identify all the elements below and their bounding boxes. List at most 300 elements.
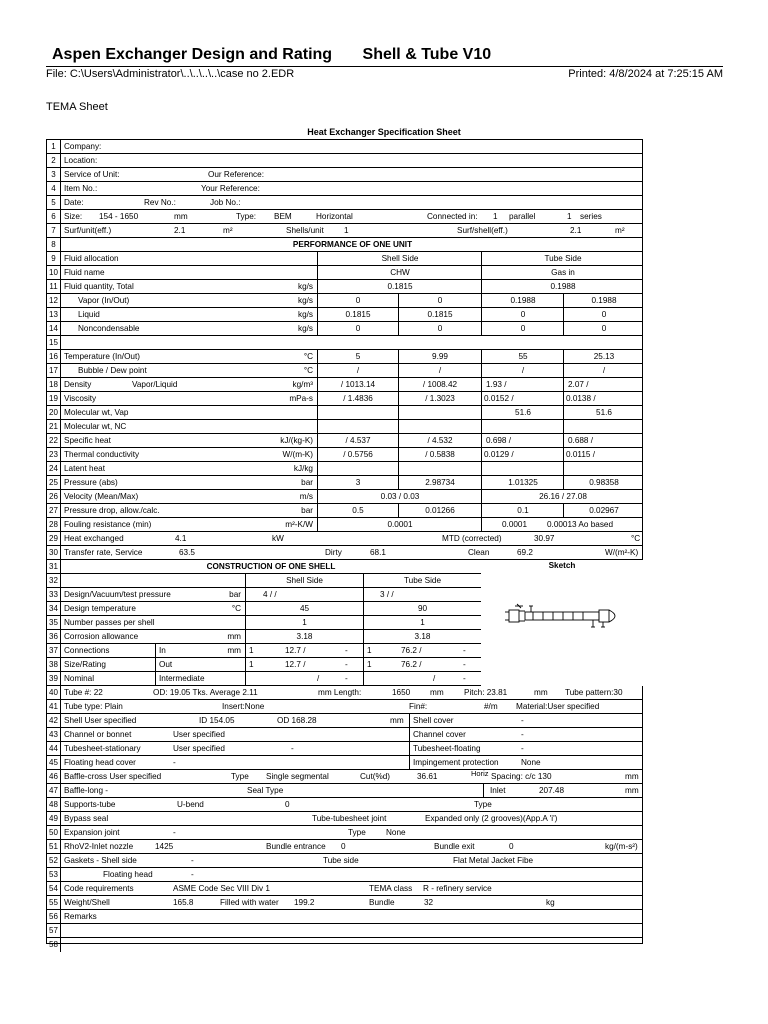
row-31: 31 CONSTRUCTION OF ONE SHELL (47, 560, 642, 574)
floating-head-value: - (191, 870, 194, 879)
row-44: 44 Tubesheet-stationary User specified - Tubesheet-floating - (47, 742, 642, 756)
module-title: Shell & Tube V10 (362, 46, 492, 63)
tube-rating: - (463, 660, 466, 669)
row-9: 9 Fluid allocation Shell Side Tube Side (47, 252, 642, 266)
tube-in: 1.01325 (508, 478, 538, 487)
fin-unit: #/m (484, 702, 498, 711)
unit: °C (231, 604, 241, 613)
shell-value: 45 (299, 604, 310, 613)
nominal-label: Nominal (64, 674, 95, 683)
row-17: 17 Bubble / Dew point °C / / / / (47, 364, 642, 378)
unit: bar (301, 506, 313, 515)
tube-type: Tube type: Plain (64, 702, 123, 711)
velocity-label: Velocity (Mean/Max) (64, 492, 139, 501)
tubesheet-stationary-extra: - (291, 744, 294, 753)
thermal-conductivity-label: Thermal conductivity (64, 450, 140, 459)
connections-label: Connections (64, 646, 110, 655)
row-12: 12 Vapor (In/Out) kg/s 0 0 0.1988 0.1988 (47, 294, 642, 308)
molecular-wt-nc-label: Molecular wt, NC (64, 422, 127, 431)
shell-size: 12.7 / (285, 660, 306, 669)
rhov2-label: RhoV2-Inlet nozzle (64, 842, 134, 851)
row-46: 46 Baffle-cross User specified Type Single segmental Cut(%d) 36.61 Horiz Spacing: c/c 130 mm (47, 770, 642, 784)
tube-out: 0.0138 / (566, 394, 596, 403)
tubesheet-stationary-label: Tubesheet-stationary (64, 744, 141, 753)
shell-out: 0 (437, 296, 443, 305)
shell-in: / 1013.14 (340, 380, 376, 389)
row-10: 10 Fluid name CHW Gas in (47, 266, 642, 280)
bundle-exit-label: Bundle exit (434, 842, 475, 851)
row-51: 51 RhoV2-Inlet nozzle 1425 Bundle entrance 0 Bundle exit 0 kg/(m-s²) (47, 840, 642, 854)
fluid-name-label: Fluid name (64, 268, 105, 277)
row-14: 14 Noncondensable kg/s 0 0 0 0 (47, 322, 642, 336)
transfer-rate-service: 63.5 (179, 548, 195, 557)
row-4: 4 Item No.: Your Reference: (47, 182, 642, 196)
unit: kg/s (297, 282, 313, 291)
sketch-panel (481, 560, 643, 686)
tube-count: 1 (367, 660, 372, 669)
rhov2-unit: kg/(m-s²) (605, 842, 638, 851)
series-count: 1 (567, 212, 572, 221)
shell-out: / 1.3023 (425, 394, 455, 403)
unit: m²-K/W (285, 520, 313, 529)
row-39: 39 Nominal Intermediate / - / - (47, 672, 642, 686)
unit: kg/s (297, 296, 313, 305)
mtd-value: 30.97 (534, 534, 555, 543)
impingement-value: None (521, 758, 541, 767)
unit: mm (227, 632, 241, 641)
tube-in: 0.698 / (486, 436, 512, 445)
tube-out: 0.98358 (589, 478, 619, 487)
spec-sheet-table (46, 139, 643, 949)
rev-no-label: Rev No.: (144, 198, 176, 207)
fouling-resistance-label: Fouling resistance (min) (64, 520, 152, 529)
shell-id: ID 154.05 (199, 716, 235, 725)
exchanger-sketch-icon (503, 602, 625, 630)
support-type-label: Type (474, 800, 492, 809)
shell-value: 0.0001 (387, 520, 413, 529)
shell-value: 1 (302, 618, 307, 627)
connection-intermediate-label: Intermediate (159, 674, 205, 683)
row-52: 52 Gaskets - Shell side - Tube side Flat Metal Jacket Fibe (47, 854, 642, 868)
row-32: 32 Shell Side Tube Side (47, 574, 642, 588)
channel-bonnet-label: Channel or bonnet (64, 730, 132, 739)
shell-out: 9.99 (432, 352, 448, 361)
shell-label: Shell User specified (64, 716, 137, 725)
tube-out: 0.1988 (591, 296, 617, 305)
tube-value: 26.16 / 27.08 (539, 492, 587, 501)
row-1: 1 Company: (47, 140, 642, 154)
molecular-wt-vap-label: Molecular wt, Vap (64, 408, 129, 417)
shell-in: 5 (355, 352, 361, 361)
type-value: BEM (274, 212, 292, 221)
surf-unit-label: Surf/unit(eff.) (64, 226, 112, 235)
row-38: 38 Size/Rating Out 1 12.7 / - 1 76.2 / - (47, 658, 642, 672)
transfer-rate-label: Transfer rate, Service (64, 548, 143, 557)
row-47: 47 Baffle-long - Seal Type Inlet 207.48 mm (47, 784, 642, 798)
connection-in-label: In (159, 646, 166, 655)
shell-fluid-name: CHW (390, 268, 410, 277)
shell-in: 0.1815 (345, 310, 371, 319)
report-title (52, 46, 491, 64)
mtd-unit: °C (631, 534, 641, 543)
shells-unit-label: Shells/unit (286, 226, 324, 235)
row-37: 37 Connections In mm 1 12.7 / - 1 76.2 / - (47, 644, 642, 658)
tube-out: 0 (601, 310, 607, 319)
tube-length-value: 1650 (392, 688, 411, 697)
size-rating-label: Size/Rating (64, 660, 106, 669)
bypass-seal-label: Bypass seal (64, 814, 109, 823)
baffle-type-label: Type (231, 772, 249, 781)
rhov2-value: 1425 (155, 842, 174, 851)
supports-tube-label: Supports-tube (64, 800, 116, 809)
weight-unit: kg (546, 898, 555, 907)
passes-label: Number passes per shell (64, 618, 155, 627)
shell-out: / (438, 366, 442, 375)
shell-out: / 1008.42 (422, 380, 458, 389)
row-55: 55 Weight/Shell 165.8 Filled with water 199.2 Bundle 32 kg (47, 896, 642, 910)
expansion-type-label: Type (348, 828, 366, 837)
row-13: 13 Liquid kg/s 0.1815 0.1815 0 0 (47, 308, 642, 322)
heat-exchanged-label: Heat exchanged (64, 534, 124, 543)
row-23: 23 Thermal conductivity W/(m-K) / 0.5756 / 0.5838 0.0129 / 0.0115 / (47, 448, 642, 462)
shell-unit: mm (390, 716, 404, 725)
unit: kJ/(kg-K) (280, 436, 313, 445)
tube-side-header: Tube Side (403, 576, 442, 585)
sheet-label: TEMA Sheet (46, 101, 108, 113)
tube-tubesheet-joint-label: Tube-tubesheet joint (312, 814, 387, 823)
unit: W/(m-K) (282, 450, 313, 459)
specific-heat-label: Specific heat (64, 436, 111, 445)
row-19: 19 Viscosity mPa-s / 1.4836 / 1.3023 0.0152 / 0.0138 / (47, 392, 642, 406)
shell-side-header: Shell Side (286, 576, 323, 585)
tube-value: 0.1988 (550, 282, 576, 291)
tube-value: 90 (417, 604, 428, 613)
baffle-long-label: Baffle-long - (64, 786, 108, 795)
series-label: series (580, 212, 602, 221)
tube-rating: - (463, 674, 466, 683)
row-5: 5 Date: Rev No.: Job No.: (47, 196, 642, 210)
unit: kg/s (297, 310, 313, 319)
row-2: 2 Location: (47, 154, 642, 168)
type-label: Type: (236, 212, 257, 221)
floating-head-cover-label: Floating head cover (64, 758, 136, 767)
shell-count: 1 (249, 646, 254, 655)
tubesheet-stationary-value: User specified (173, 744, 225, 753)
tube-in: 55 (518, 352, 528, 361)
performance-heading: PERFORMANCE OF ONE UNIT (292, 240, 413, 249)
fluid-allocation-label: Fluid allocation (64, 254, 119, 263)
tema-class-label: TEMA class (369, 884, 413, 893)
shell-out: 2.98734 (425, 478, 455, 487)
item-no-label: Item No.: (64, 184, 98, 193)
parallel-label: parallel (509, 212, 536, 221)
tube-value: 3 / / (380, 590, 394, 599)
shell-in: / 4.537 (345, 436, 371, 445)
job-no-label: Job No.: (210, 198, 241, 207)
tube-count: 1 (367, 646, 372, 655)
row-20: 20 Molecular wt, Vap 51.6 51.6 (47, 406, 642, 420)
heat-exchanged-unit: kW (272, 534, 284, 543)
pressure-label: Pressure (abs) (64, 478, 118, 487)
shell-value: 0.03 / 0.03 (380, 492, 420, 501)
row-3: 3 Service of Unit: Our Reference: (47, 168, 642, 182)
surf-unit-unit: m² (223, 226, 233, 235)
row-54: 54 Code requirements ASME Code Sec VIII Div 1 TEMA class R - refinery service (47, 882, 642, 896)
heat-exchanged-value: 4.1 (175, 534, 187, 543)
parallel-count: 1 (493, 212, 498, 221)
u-bend-value: 0 (285, 800, 290, 809)
tube-side-header: Tube Side (544, 254, 582, 263)
tube-in: 1.93 / (486, 380, 507, 389)
tubesheet-floating-label: Tubesheet-floating (413, 744, 481, 753)
tube-out: 0.0115 / (566, 450, 595, 459)
tube-tubesheet-joint-value: Expanded only (2 grooves)(App.A 'i') (425, 814, 558, 823)
row-27: 27 Pressure drop, allow./calc. bar 0.5 0.01266 0.1 0.02967 (47, 504, 642, 518)
unit: kJ/kg (293, 464, 313, 473)
sheet-title: Heat Exchanger Specification Sheet (307, 127, 461, 137)
impingement-label: Impingement protection (413, 758, 499, 767)
row-50: 50 Expansion joint - Type None (47, 826, 642, 840)
tube-rating: - (463, 646, 466, 655)
shell-count: 1 (249, 660, 254, 669)
latent-heat-label: Latent heat (64, 464, 105, 473)
construction-heading: CONSTRUCTION OF ONE SHELL (206, 562, 336, 571)
tube-out: 2.07 / (568, 380, 589, 389)
unit: bar (301, 478, 313, 487)
shell-value: 3.18 (296, 632, 313, 641)
row-8: 8 PERFORMANCE OF ONE UNIT (47, 238, 642, 252)
date-label: Date: (64, 198, 84, 207)
row-48: 48 Supports-tube U-bend 0 Type (47, 798, 642, 812)
shell-rating: - (345, 674, 348, 683)
surf-shell-value: 2.1 (570, 226, 582, 235)
temperature-label: Temperature (In/Out) (64, 352, 140, 361)
inlet-value: 207.48 (539, 786, 565, 795)
noncondensable-label: Noncondensable (78, 324, 140, 333)
shell-size: 12.7 / (285, 646, 306, 655)
shell-cover-label: Shell cover (413, 716, 454, 725)
shell-in: / 1.4836 (343, 394, 373, 403)
floating-head-cover-value: - (173, 758, 176, 767)
company-label: Company: (64, 142, 102, 151)
row-24: 24 Latent heat kJ/kg (47, 462, 642, 476)
channel-cover-label: Channel cover (413, 730, 466, 739)
fin-label: Fin#: (409, 702, 428, 711)
design-pressure-label: Design/Vacuum/test pressure (64, 590, 171, 599)
code-requirements-label: Code requirements (64, 884, 134, 893)
tube-pattern: Tube pattern:30 (565, 688, 623, 697)
tube-in: 0.0129 / (484, 450, 514, 459)
tube-out: 0.688 / (568, 436, 594, 445)
shell-in: 0 (355, 324, 361, 333)
bundle-exit-value: 0 (509, 842, 514, 851)
row-40: 40 Tube #: 22 OD: 19.05 Tks. Average 2.11 mm Length: 1650 mm Pitch: 23.81 mm Tube pattern:30 (47, 686, 642, 700)
unit: °C (303, 366, 313, 375)
size-value: 154 - 1650 (99, 212, 139, 221)
shells-unit-value: 1 (344, 226, 349, 235)
bubble-dew-label: Bubble / Dew point (78, 366, 147, 375)
floating-head-label: Floating head (103, 870, 153, 879)
tube-size: 76.2 / (401, 660, 422, 669)
tube-value: 3.18 (414, 632, 431, 641)
expansion-joint-value: - (173, 828, 176, 837)
mtd-label: MTD (corrected) (442, 534, 502, 543)
remarks-label: Remarks (64, 912, 97, 921)
sketch-label: Sketch (548, 561, 576, 570)
row-58: 58 (47, 938, 642, 944)
shell-allow: 0.5 (352, 506, 364, 515)
baffle-spacing: Spacing: c/c 130 (491, 772, 552, 781)
surf-shell-label: Surf/shell(eff.) (457, 226, 508, 235)
corrosion-allowance-label: Corrosion allowance (64, 632, 139, 641)
unit: mm (227, 646, 241, 655)
row-18: 18 Density Vapor/Liquid kg/m³ / 1013.14 / 1008.42 1.93 / 2.07 / (47, 378, 642, 392)
tube-material: Material:User specified (516, 702, 600, 711)
tube-size: 76.2 / (401, 646, 422, 655)
row-57: 57 (47, 924, 642, 938)
row-7: 7 Surf/unit(eff.) 2.1 m² Shells/unit 1 Surf/shell(eff.) 2.1 m² (47, 224, 642, 238)
vapor-liquid-label: Vapor/Liquid (132, 380, 178, 389)
row-35: 35 Number passes per shell 1 1 (47, 616, 642, 630)
app-title: Aspen Exchanger Design and Rating (52, 46, 333, 63)
your-reference-label: Your Reference: (201, 184, 260, 193)
gaskets-shell-label: Gaskets - Shell side (64, 856, 137, 865)
bundle-weight-value: 32 (424, 898, 434, 907)
row-22: 22 Specific heat kJ/(kg-K) / 4.537 / 4.532 0.698 / 0.688 / (47, 434, 642, 448)
clean-label: Clean (468, 548, 490, 557)
row-33: 33 Design/Vacuum/test pressure bar 4 / / 3 / / (47, 588, 642, 602)
shell-od: OD 168.28 (277, 716, 317, 725)
tube-fluid-name: Gas in (551, 268, 575, 277)
tube-in: 0 (520, 324, 526, 333)
tube-pitch-unit: mm (534, 688, 548, 697)
row-6: 6 Size: 154 - 1650 mm Type: BEM Horizontal Connected in: 1 parallel 1 series (47, 210, 642, 224)
tube-value: 1 (420, 618, 425, 627)
expansion-type-value: None (386, 828, 406, 837)
tube-pitch: Pitch: 23.81 (464, 688, 508, 697)
row-11: 11 Fluid quantity, Total kg/s 0.1815 0.1988 (47, 280, 642, 294)
shell-out: / 4.532 (427, 436, 453, 445)
tube-length-label: mm Length: (318, 688, 362, 697)
unit: m/s (299, 492, 313, 501)
shell-cover-value: - (521, 716, 524, 725)
row-15: 15 (47, 336, 642, 350)
bundle-weight-label: Bundle (369, 898, 395, 907)
size-label: Size: (64, 212, 83, 221)
shell-in: / (356, 366, 360, 375)
transfer-rate-unit: W/(m²-K) (605, 548, 639, 557)
surf-shell-unit: m² (615, 226, 625, 235)
row-49: 49 Bypass seal Tube-tubesheet joint Expanded only (2 grooves)(App.A 'i') (47, 812, 642, 826)
surf-unit-value: 2.1 (174, 226, 186, 235)
tube-in: 0.1988 (510, 296, 536, 305)
code-requirements-value: ASME Code Sec VIII Div 1 (173, 884, 270, 893)
tube-length-unit: mm (430, 688, 444, 697)
baffle-cut-value: 36.61 (417, 772, 438, 781)
dirty-value: 68.1 (370, 548, 386, 557)
weight-shell-label: Weight/Shell (64, 898, 110, 907)
row-43: 43 Channel or bonnet User specified Channel cover - (47, 728, 642, 742)
weight-shell-value: 165.8 (173, 898, 194, 907)
tube-in: / (521, 366, 525, 375)
shell-value: 0.1815 (387, 282, 413, 291)
shell-rating: - (345, 660, 348, 669)
shell-in: 3 (355, 478, 361, 487)
row-56: 56 Remarks (47, 910, 642, 924)
tube-in: 0.0152 / (484, 394, 514, 403)
filled-water-label: Filled with water (220, 898, 279, 907)
row-45: 45 Floating head cover - Impingement protection None (47, 756, 642, 770)
row-28: 28 Fouling resistance (min) m²-K/W 0.0001 0.0001 0.00013 Ao based (47, 518, 642, 532)
row-34: 34 Design temperature °C 45 90 (47, 602, 642, 616)
shell-value: 4 / / (263, 590, 277, 599)
liquid-label: Liquid (78, 310, 100, 319)
shell-side-header: Shell Side (381, 254, 419, 263)
service-label: Service of Unit: (64, 170, 120, 179)
header-rule (46, 66, 723, 67)
design-temperature-label: Design temperature (64, 604, 136, 613)
shell-out: 0.1815 (427, 310, 453, 319)
pressure-drop-label: Pressure drop, allow./calc. (64, 506, 160, 515)
inlet-label: Inlet (490, 786, 506, 795)
shell-size: / (317, 674, 320, 683)
unit: °C (303, 352, 313, 361)
location-label: Location: (64, 156, 98, 165)
size-unit: mm (174, 212, 188, 221)
channel-cover-value: - (521, 730, 524, 739)
row-16: 16 Temperature (In/Out) °C 5 9.99 55 25.13 (47, 350, 642, 364)
tube-in: 51.6 (515, 408, 531, 417)
tubesheet-floating-value: - (521, 744, 524, 753)
baffle-horiz: Horiz (471, 769, 489, 778)
tube-value-ao: 0.00013 Ao based (547, 520, 614, 529)
tube-count-text: Tube #: 22 (64, 688, 103, 697)
tube-out: 25.13 (593, 352, 615, 361)
shell-in: 0 (355, 296, 361, 305)
fluid-quantity-label: Fluid quantity, Total (64, 282, 134, 291)
connection-out-label: Out (159, 660, 173, 669)
shell-rating: - (345, 646, 348, 655)
tube-size: / (433, 674, 436, 683)
tube-out: 51.6 (596, 408, 612, 417)
unit: kg/s (297, 324, 313, 333)
unit: bar (229, 590, 241, 599)
row-36: 36 Corrosion allowance mm 3.18 3.18 (47, 630, 642, 644)
viscosity-label: Viscosity (64, 394, 97, 403)
tema-class-value: R - refinery service (423, 884, 492, 893)
filled-water-value: 199.2 (294, 898, 315, 907)
seal-type-label: Seal Type (247, 786, 284, 795)
file-path: File: C:\Users\Administrator\..\..\..\..\case no 2.EDR (46, 68, 295, 80)
density-label: Density (64, 380, 92, 389)
tube-allow: 0.1 (517, 506, 529, 515)
vapor-label: Vapor (In/Out) (78, 296, 130, 305)
row-26: 26 Velocity (Mean/Max) m/s 0.03 / 0.03 26.16 / 27.08 (47, 490, 642, 504)
orientation-value: Horizontal (316, 212, 353, 221)
row-21: 21 Molecular wt, NC (47, 420, 642, 434)
row-42: 42 Shell User specified ID 154.05 OD 168.28 mm Shell cover - (47, 714, 642, 728)
row-25: 25 Pressure (abs) bar 3 2.98734 1.01325 0.98358 (47, 476, 642, 490)
baffle-spacing-unit: mm (625, 772, 639, 781)
gaskets-tube-value: Flat Metal Jacket Fibe (453, 856, 534, 865)
unit: mPa-s (289, 394, 313, 403)
baffle-type-value: Single segmental (266, 772, 329, 781)
tube-in: 0 (520, 310, 526, 319)
insert-value: Insert:None (222, 702, 265, 711)
gaskets-tube-label: Tube side (323, 856, 359, 865)
row-30: 30 Transfer rate, Service 63.5 Dirty 68.1 Clean 69.2 W/(m²-K) (47, 546, 642, 560)
tube-out: 0 (601, 324, 607, 333)
